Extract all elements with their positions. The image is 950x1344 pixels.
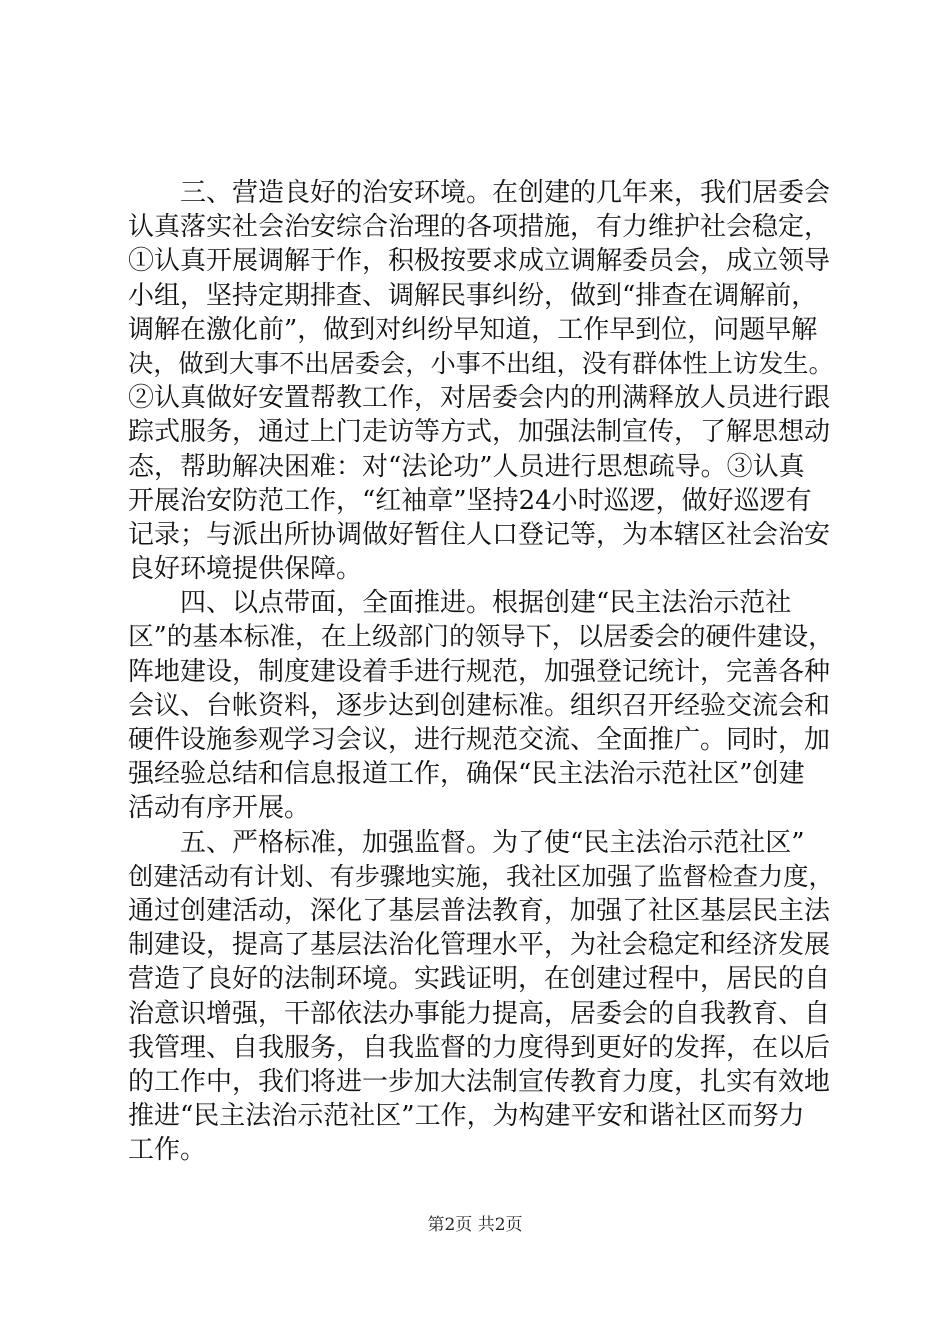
text-line: 工作。 (128, 1135, 207, 1166)
text-line: 我管理、自我服务，自我监督的力度得到更好的发挥，在以后 (128, 1032, 831, 1063)
text-line: 调解在激化前”，做到对纠纷早知道，工作早到位，问题早解 (128, 314, 818, 345)
text-line: 创建活动有计划、有步骤地实施，我社区加强了监督检查力度， (128, 861, 834, 891)
text-line: 会议、台帐资料，逐步达到创建标准。组织召开经验交流会和 (128, 690, 831, 721)
text-line: 四、以点带面，全面推进。根据创建“民主法治示范社 (128, 588, 792, 619)
text-line: 记录；与派出所协调做好暂住人口登记等，为本辖区社会治安 (128, 519, 831, 550)
text-line: ②认真做好安置帮教工作，对居委会内的刑满释放人员进行跟 (128, 383, 831, 414)
text-line: 开展治安防范工作，“红袖章”坚持24小时巡逻，做好巡逻有 (128, 485, 812, 516)
text-line: ①认真开展调解于作，积极按要求成立调解委员会，成立领导 (128, 246, 831, 277)
text-line: 认真落实社会治安综合治理的各项措施，有力维护社会稳定， (128, 212, 831, 243)
text-line: 五、严格标准，加强监督。为了使“民主法治示范社区” (128, 827, 805, 858)
document-body (128, 176, 834, 1167)
text-line: 营造了良好的法制环境。实践证明，在创建过程中，居民的自 (128, 964, 831, 995)
text-line: 态，帮助解决困难：对“法论功”人员进行思想疏导。③认真 (128, 451, 805, 482)
text-line: 三、营造良好的治安环境。在创建的几年来，我们居委会 (128, 178, 831, 208)
text-line: 的工作中，我们将进一步加大法制宣传教育力度，扎实有效地 (128, 1066, 831, 1097)
text-line: 区”的基本标准，在上级部门的领导下，以居委会的硬件建设， (128, 622, 834, 653)
text-line: 硬件设施参观学习会议，进行规范交流、全面推广。同时，加 (128, 725, 831, 755)
text-line: 推进“民主法治示范社区”工作，为构建平安和谐社区而努力 (128, 1101, 805, 1132)
text-line: 治意识增强，干部依法办事能力提高，居委会的自我教育、自 (128, 998, 831, 1029)
text-line: 踪式服务，通过上门走访等方式，加强法制宣传，了解思想动 (128, 417, 831, 448)
text-line: 通过创建活动，深化了基层普法教育，加强了社区基层民主法 (128, 895, 831, 926)
text-line: 强经验总结和信息报道工作，确保“民主法治示范社区”创建 (128, 759, 805, 790)
text-line: 小组，坚持定期排查、调解民事纠纷，做到“排查在调解前， (128, 280, 818, 311)
text-line: 良好环境提供保障。 (128, 554, 363, 585)
text-line: 制建设，提高了基层法治化管理水平，为社会稳定和经济发展 (128, 930, 831, 961)
text-line: 阵地建设，制度建设着手进行规范，加强登记统计，完善各种 (128, 656, 831, 687)
text-line: 活动有序开展。 (128, 793, 311, 824)
text-line: 决，做到大事不出居委会，小事不出组，没有群体性上访发生。 (128, 348, 834, 378)
page-number-footer: 第2页 共2页 (427, 1215, 523, 1235)
